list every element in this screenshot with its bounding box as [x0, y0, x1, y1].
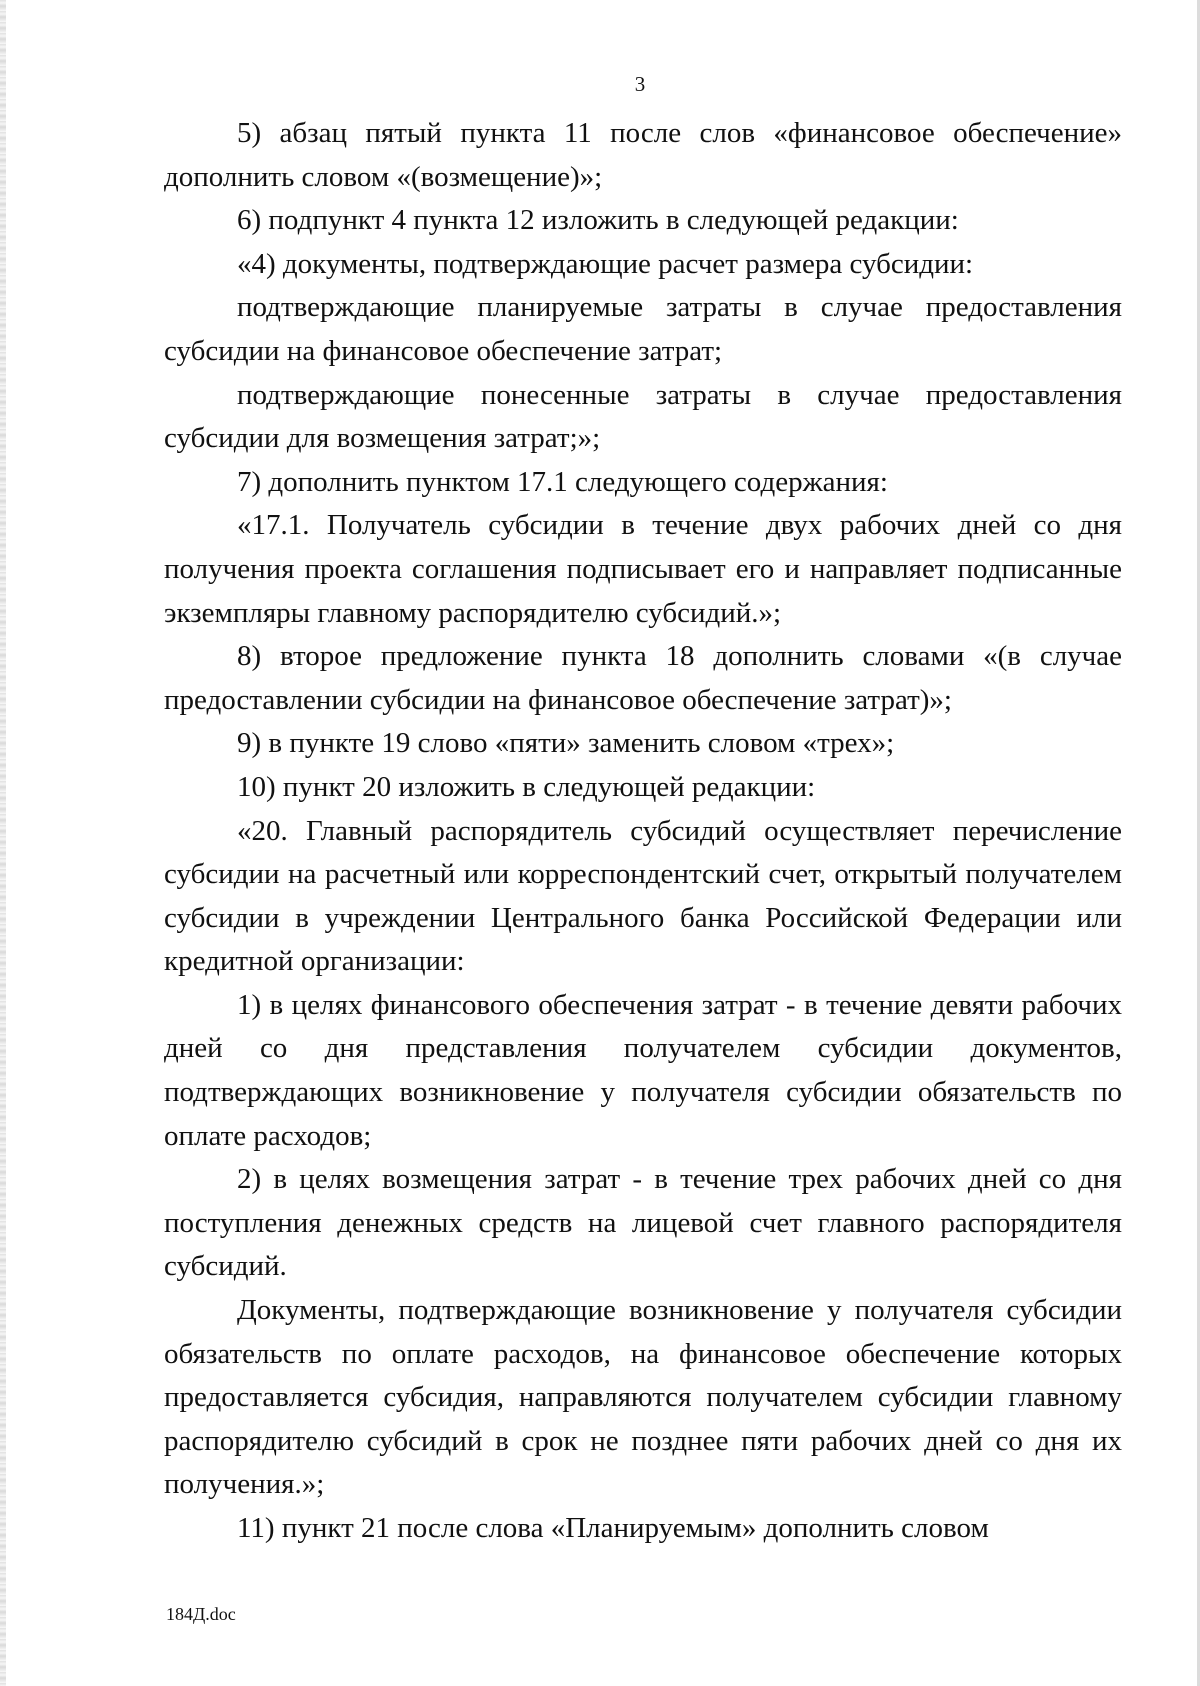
footer-filename: 184Д.doc: [166, 1604, 236, 1624]
paragraph: 6) подпункт 4 пункта 12 изложить в следующей редакции:: [237, 204, 959, 237]
paragraph: подтверждающие понесенные затраты в случае предоставления субсидии для возмещения затрат;»;: [164, 378, 1122, 455]
paragraph: 9) в пункте 19 слово «пяти» заменить словом «трех»;: [237, 727, 895, 760]
paragraph: Документы, подтверждающие возникновение у получателя субсидии обязательств по оплате расходов, на финансовое обеспечение которых предоставляется субсидия, направляются получателем субсидии главному распорядителю субсидий в срок не позднее пяти рабочих дней со дня их получения.»;: [164, 1294, 1122, 1501]
paragraph: «4) документы, подтверждающие расчет размера субсидии:: [237, 247, 974, 280]
paragraph: 11) пункт 21 после слова «Планируемым» дополнить словом: [237, 1512, 989, 1544]
paragraph: 2) в целях возмещения затрат - в течение трех рабочих дней со дня поступления денежных средств на лицевой счет главного распорядителя субсидий.: [164, 1163, 1122, 1283]
page-number: 3: [634, 72, 646, 96]
paragraph: 10) пункт 20 изложить в следующей редакции:: [237, 770, 816, 803]
paragraph: 5) абзац пятый пункта 11 после слов «финансовое обеспечение» дополнить словом «(возмещение)»;: [164, 117, 1122, 193]
paragraph: 1) в целях финансового обеспечения затрат - в течение девяти рабочих дней со дня представления получателем субсидии документов, подтверждающих возникновение у получателя субсидии обязательств по оплате расходов;: [164, 988, 1122, 1152]
document-body: [164, 112, 1122, 1551]
paragraph: 8) второе предложение пункта 18 дополнить словами «(в случае предоставлении субсидии на финансовое обеспечение затрат)»;: [164, 640, 1122, 716]
paragraph: «20. Главный распорядитель субсидий осуществляет перечисление субсидии на расчетный или корреспондентский счет, открытый получателем субсидии в учреждении Центрального банка Российской Федерации или кредитной организации:: [164, 814, 1122, 978]
paragraph: «17.1. Получатель субсидии в течение двух рабочих дней со дня получения проекта соглашения подписывает его и направляет подписанные экземпляры главному распорядителю субсидий.»;: [164, 509, 1122, 629]
paragraph: 7) дополнить пунктом 17.1 следующего содержания:: [237, 465, 888, 498]
scan-edge-left: [0, 0, 6, 1686]
paragraph: подтверждающие планируемые затраты в случае предоставления субсидии на финансовое обеспечение затрат;: [164, 291, 1122, 367]
